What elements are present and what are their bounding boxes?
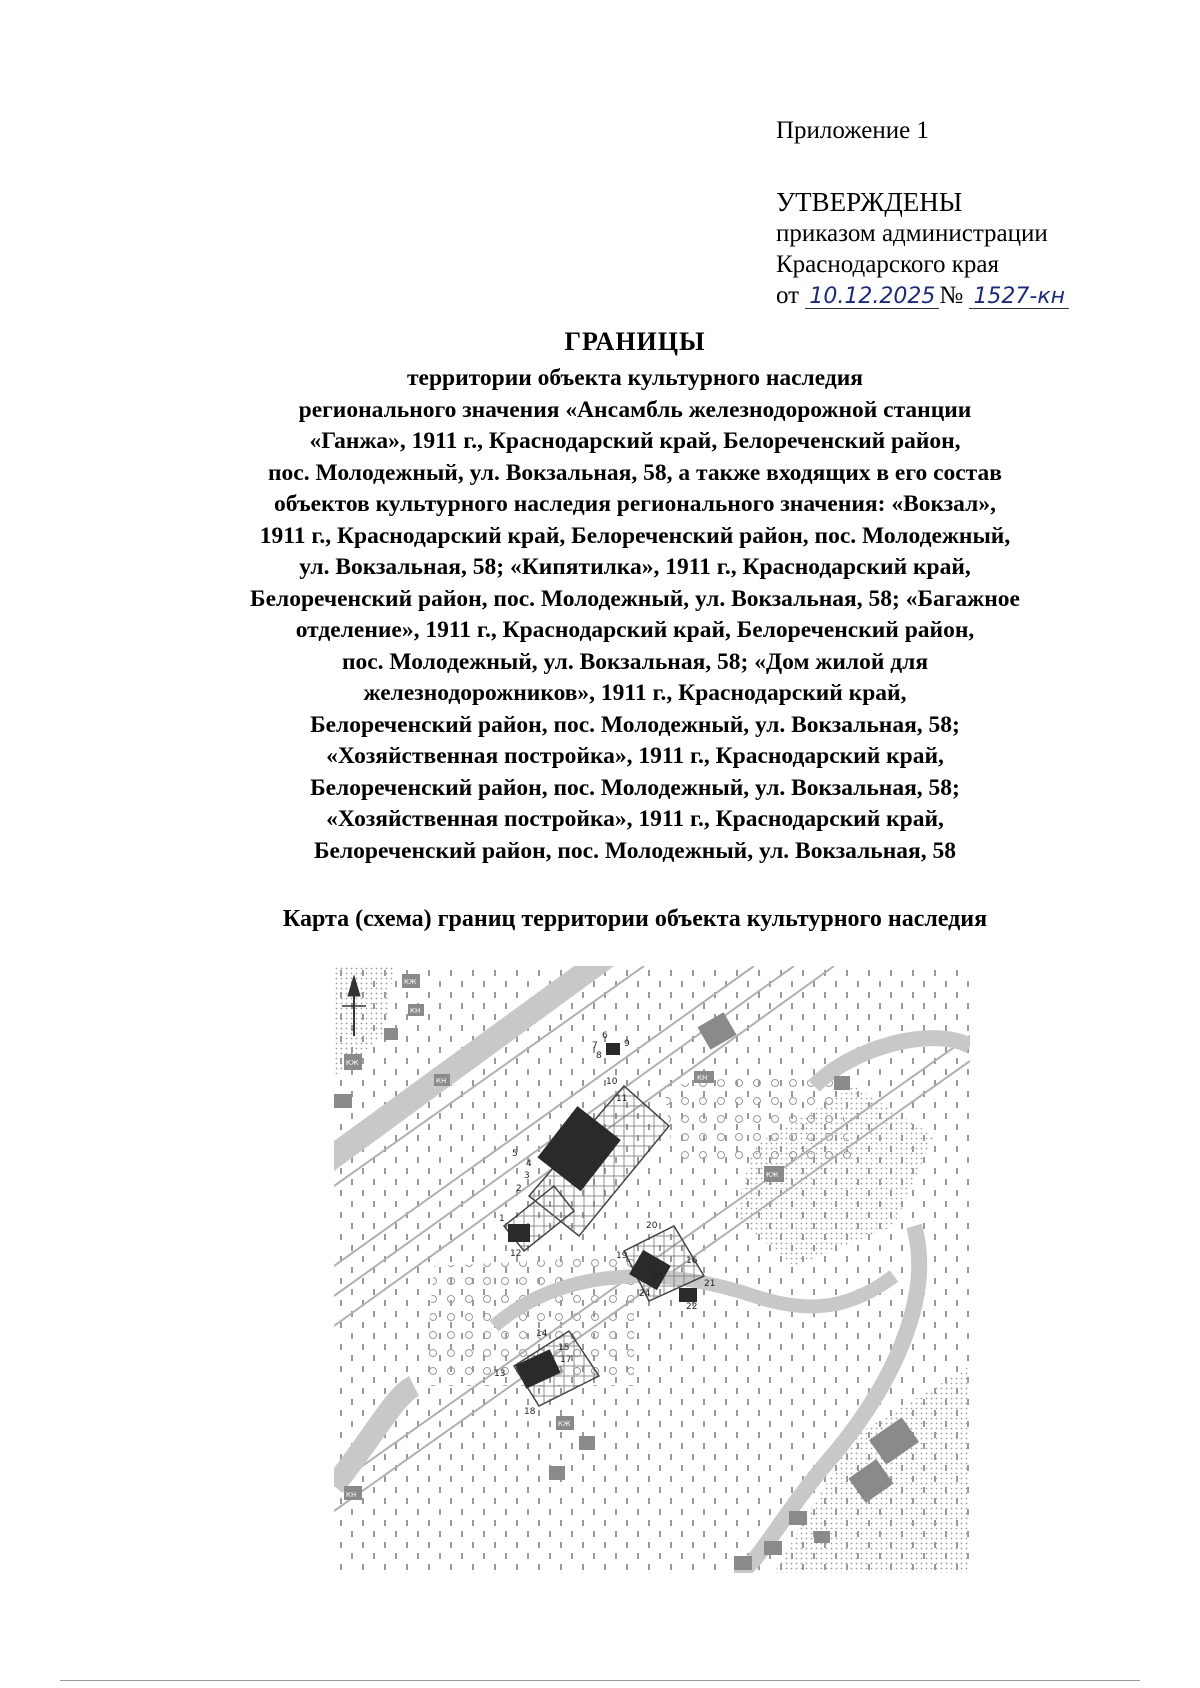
point-label: 7	[592, 1041, 598, 1051]
point-label: 12	[510, 1249, 522, 1259]
document-title: ГРАНИЦЫ	[564, 327, 706, 356]
title-line: пос. Молодежный, ул. Вокзальная, 58, а также входящих в его состав	[268, 459, 1002, 486]
title-line: объектов культурного наследия регионального значения: «Вокзал»,	[274, 491, 996, 517]
point-label: 2	[516, 1184, 522, 1194]
building-label: КЖ	[766, 1171, 779, 1179]
boundary-map	[334, 966, 970, 1573]
order-number: 1527-кн	[969, 286, 1069, 309]
point-label: 14	[536, 1329, 548, 1339]
map-caption: Карта (схема) границ территории объекта культурного наследия	[282, 906, 988, 932]
point-label: 3	[524, 1171, 530, 1181]
title-line: «Хозяйственная постройка», 1911 г., Краснодарский край,	[326, 743, 944, 769]
point-label: 19	[616, 1251, 628, 1261]
title-line: Белореченский район, пос. Молодежный, ул. Вокзальная, 58;	[310, 711, 960, 738]
building-label: КН	[410, 1007, 421, 1015]
title-line: территории объекта культурного наследия	[406, 365, 863, 391]
document-title-block	[170, 327, 1100, 867]
point-label: 6	[602, 1031, 608, 1041]
point-label: 11	[616, 1094, 628, 1104]
order-date-line	[776, 280, 1069, 311]
point-label: 22	[686, 1302, 698, 1312]
building-label: КЖ	[346, 1059, 359, 1067]
building-label: КЖ	[404, 978, 417, 986]
title-line: отделение», 1911 г., Краснодарский край, Белореченский район,	[295, 617, 975, 643]
title-line: пос. Молодежный, ул. Вокзальная, 58; «Дом жилой для	[341, 648, 929, 675]
building-label: КН	[346, 1491, 357, 1499]
point-label: 8	[596, 1051, 602, 1061]
point-label: 18	[524, 1407, 536, 1417]
point-label: 24	[639, 1289, 651, 1299]
title-line: ул. Вокзальная, 58; «Кипятилка», 1911 г., Краснодарский край,	[299, 554, 971, 580]
date-prefix: от	[776, 282, 800, 309]
point-label: 9	[624, 1039, 630, 1049]
building-label: КН	[697, 1074, 708, 1082]
title-line: «Хозяйственная постройка», 1911 г., Краснодарский край,	[326, 806, 944, 832]
approved-heading: УТВЕРЖДЕНЫ	[776, 187, 963, 217]
title-line: Белореченский район, пос. Молодежный, ул. Вокзальная, 58	[314, 837, 956, 864]
point-label: 4	[526, 1159, 532, 1169]
point-label: 5	[512, 1149, 518, 1159]
point-label: 17	[560, 1355, 572, 1365]
order-date: 10.12.2025	[805, 286, 939, 309]
heritage-building	[679, 1288, 697, 1302]
point-label: 21	[704, 1279, 716, 1289]
title-line: 1911 г., Краснодарский край, Белореченский район, пос. Молодежный,	[259, 522, 1011, 549]
point-label: 23	[652, 1271, 664, 1281]
approval-block	[776, 187, 1069, 311]
heritage-building	[606, 1043, 620, 1055]
page-bottom-rule	[60, 1680, 1140, 1681]
point-label: 1	[499, 1214, 505, 1224]
number-prefix: №	[939, 282, 964, 309]
title-line: Белореченский район, пос. Молодежный, ул. Вокзальная, 58;	[310, 774, 960, 801]
title-line: Белореченский район, пос. Молодежный, ул. Вокзальная, 58; «Багажное	[250, 585, 1020, 612]
approved-by-line-1: приказом администрации	[776, 220, 1048, 247]
building-label: КЖ	[558, 1420, 571, 1428]
title-line: «Ганжа», 1911 г., Краснодарский край, Белореченский район,	[309, 428, 961, 454]
point-label: 15	[558, 1343, 570, 1353]
point-label: 20	[646, 1221, 658, 1231]
building-label: КН	[436, 1077, 447, 1085]
appendix-label: Приложение 1	[776, 117, 929, 144]
point-label: 16	[686, 1256, 698, 1266]
point-label: 10	[606, 1077, 618, 1087]
title-line: регионального значения «Ансамбль железнодорожной станции	[298, 396, 972, 423]
heritage-building	[508, 1224, 530, 1242]
boundary-map-svg	[334, 966, 970, 1573]
point-label: 13	[494, 1369, 506, 1379]
title-line: железнодорожников», 1911 г., Краснодарский край,	[363, 680, 907, 706]
approved-by-line-2: Краснодарского края	[776, 251, 999, 278]
